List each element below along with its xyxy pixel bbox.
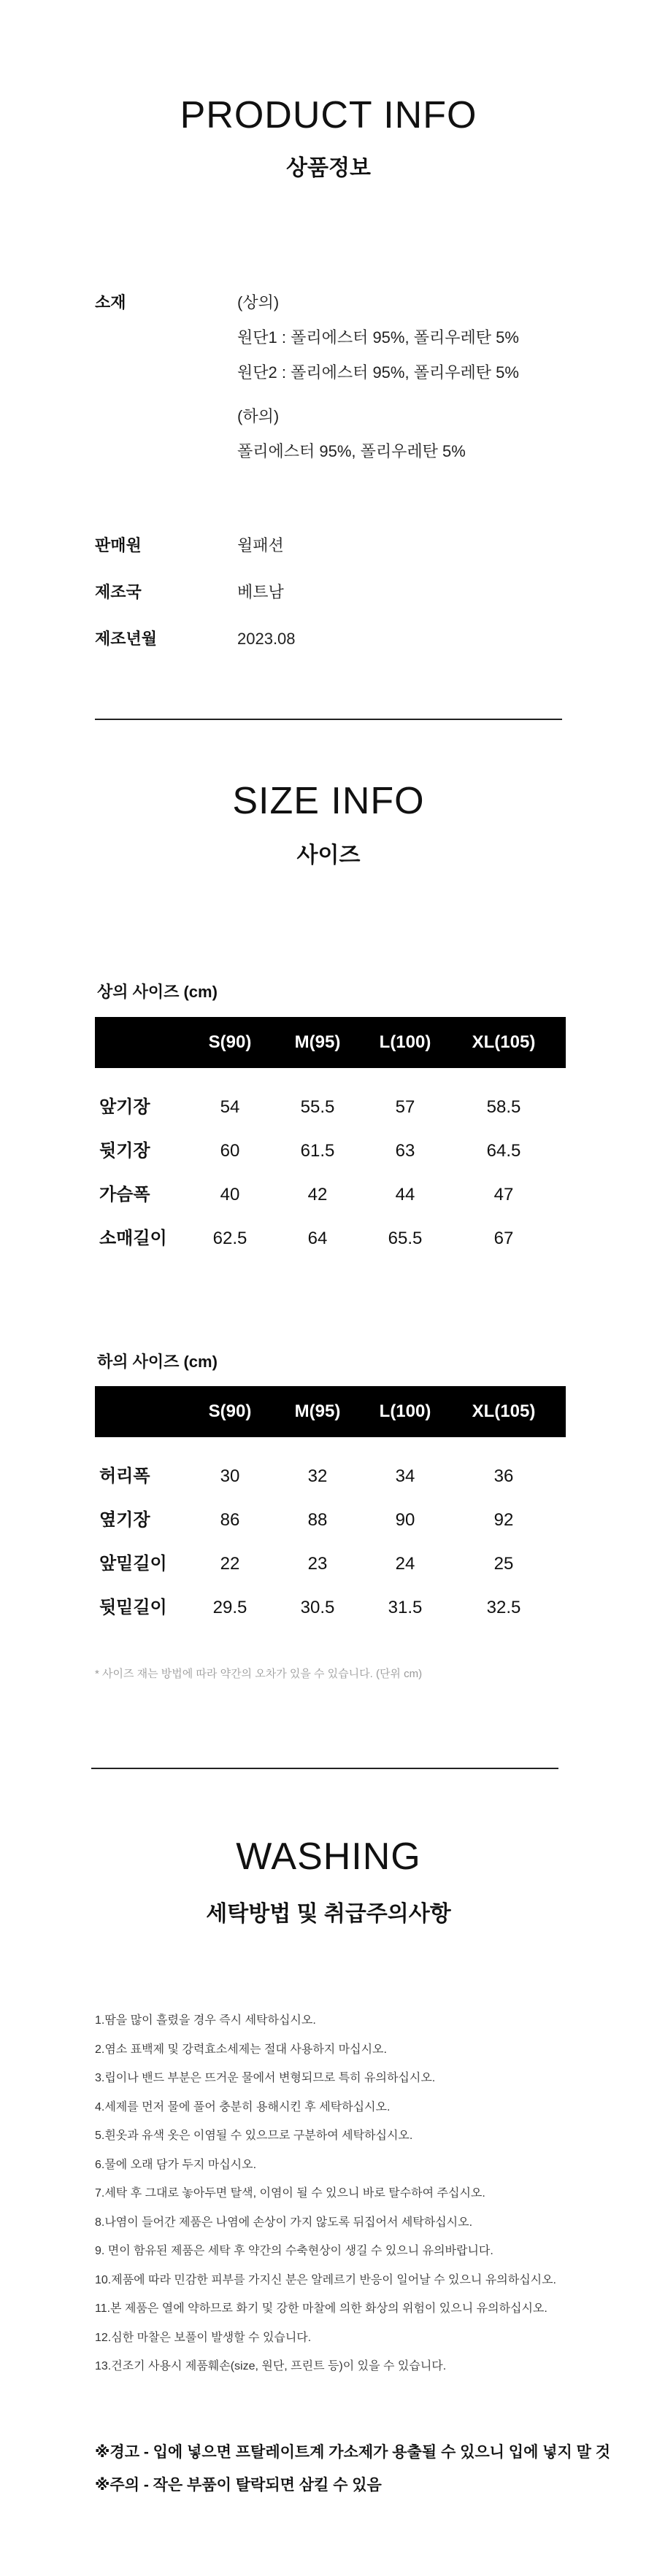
list-item: 1.땀을 많이 흘렸을 경우 즉시 세탁하십시오. xyxy=(95,2014,316,2027)
size-info-title: SIZE INFO xyxy=(232,780,425,822)
product-info-title: PRODUCT INFO xyxy=(180,94,477,136)
row-label: 허리폭 xyxy=(99,1466,150,1486)
top-size-table-header xyxy=(95,1017,566,1068)
header-cell: M(95) xyxy=(294,1401,341,1421)
table-cell: 40 xyxy=(220,1185,240,1204)
info-label: 제조년월 xyxy=(95,630,158,648)
list-item: 3.립이나 밴드 부분은 뜨거운 물에서 변형되므로 특히 유의하십시오. xyxy=(95,2072,436,2084)
table-row xyxy=(95,1173,566,1217)
washing-title: WASHING xyxy=(236,1836,421,1878)
table-cell: 30.5 xyxy=(300,1598,335,1617)
header-cell: L(100) xyxy=(379,1401,431,1421)
list-item: 5.흰옷과 유색 옷은 이염될 수 있으므로 구분하여 세탁하십시오. xyxy=(95,2130,413,2142)
info-value: (하의) xyxy=(237,407,280,425)
info-value: 2023.08 xyxy=(237,630,296,648)
table-row xyxy=(95,1217,566,1261)
table-cell: 86 xyxy=(220,1510,240,1530)
table-cell: 57 xyxy=(395,1097,415,1117)
row-label: 앞밑길이 xyxy=(99,1554,167,1574)
table-cell: 24 xyxy=(395,1554,415,1574)
info-values xyxy=(237,531,657,560)
header-cell: XL(105) xyxy=(472,1401,536,1421)
table-cell: 25 xyxy=(493,1554,514,1574)
table-cell: 60 xyxy=(220,1141,240,1161)
info-value: 원단1 : 폴리에스터 95%, 폴리우레탄 5% xyxy=(237,328,519,347)
list-item: 9. 면이 함유된 제품은 세탁 후 약간의 수축현상이 생길 수 있으니 유의바랍니다. xyxy=(95,2245,493,2257)
list-item: 7.세탁 후 그대로 놓아두면 탈색, 이염이 될 수 있으니 바로 탈수하여 주십시오. xyxy=(95,2187,485,2200)
table-row xyxy=(95,1455,566,1498)
table-cell: 44 xyxy=(395,1185,415,1204)
table-cell: 36 xyxy=(493,1466,514,1486)
row-label: 앞기장 xyxy=(99,1097,150,1117)
table-cell: 92 xyxy=(493,1510,514,1530)
caution-text: ※주의 - 작은 부품이 탈락되면 삼킬 수 있음 xyxy=(95,2477,382,2494)
table-cell: 67 xyxy=(493,1229,514,1248)
header-cell: S(90) xyxy=(208,1032,252,1052)
table-cell: 42 xyxy=(307,1185,328,1204)
row-label: 소매길이 xyxy=(99,1229,167,1248)
table-row xyxy=(95,1586,566,1630)
washing-subtitle: 세탁방법 및 취급주의사항 xyxy=(206,1902,451,1926)
list-item: 2.염소 표백제 및 강력효소세제는 절대 사용하지 마십시오. xyxy=(95,2043,387,2056)
size-note: * 사이즈 재는 방법에 따라 약간의 오차가 있을 수 있습니다. (단위 cm) xyxy=(95,1668,423,1680)
table-cell: 29.5 xyxy=(212,1598,247,1617)
table-cell: 64 xyxy=(307,1229,328,1248)
header-cell: XL(105) xyxy=(472,1032,536,1052)
table-cell: 31.5 xyxy=(388,1598,423,1617)
table-cell: 22 xyxy=(220,1554,240,1574)
table-cell: 88 xyxy=(307,1510,328,1530)
info-value: 원단2 : 폴리에스터 95%, 폴리우레탄 5% xyxy=(237,363,519,382)
table-cell: 55.5 xyxy=(300,1097,335,1117)
table-cell: 54 xyxy=(220,1097,240,1117)
row-label: 가슴폭 xyxy=(99,1185,150,1204)
table-cell: 23 xyxy=(307,1554,328,1574)
divider xyxy=(91,1768,558,1769)
list-item: 6.물에 오래 담가 두지 마십시오. xyxy=(95,2158,257,2171)
divider xyxy=(95,719,562,720)
header-cell: L(100) xyxy=(379,1032,431,1052)
info-value: (상의) xyxy=(237,293,280,312)
row-label: 뒷기장 xyxy=(99,1141,150,1161)
table-cell: 32.5 xyxy=(486,1598,521,1617)
info-label: 제조국 xyxy=(95,583,142,601)
row-label: 뒷밑길이 xyxy=(99,1598,167,1617)
table-cell: 47 xyxy=(493,1185,514,1204)
table-row xyxy=(95,1542,566,1586)
row-label: 옆기장 xyxy=(99,1510,150,1530)
table-cell: 32 xyxy=(307,1466,328,1486)
size-info-subtitle: 사이즈 xyxy=(296,843,361,867)
table-row xyxy=(95,1086,566,1129)
info-value: 베트남 xyxy=(237,583,284,601)
bottom-size-table-header xyxy=(95,1386,566,1437)
info-label: 소재 xyxy=(95,293,126,312)
table-cell: 34 xyxy=(395,1466,415,1486)
header-cell: S(90) xyxy=(208,1401,252,1421)
info-values xyxy=(237,578,657,607)
table-cell: 64.5 xyxy=(486,1141,521,1161)
info-value: 폴리에스터 95%, 폴리우레탄 5% xyxy=(237,442,466,460)
top-size-table-title: 상의 사이즈 (cm) xyxy=(97,983,218,1001)
header-cell: M(95) xyxy=(294,1032,341,1052)
info-value: 윌패션 xyxy=(237,536,284,554)
list-item: 12.심한 마찰은 보풀이 발생할 수 있습니다. xyxy=(95,2331,312,2344)
table-cell: 30 xyxy=(220,1466,240,1486)
info-label: 판매원 xyxy=(95,536,142,554)
list-item: 8.나염이 들어간 제품은 나염에 손상이 가지 않도록 뒤집어서 세탁하십시오. xyxy=(95,2216,473,2229)
table-cell: 65.5 xyxy=(388,1229,423,1248)
table-row xyxy=(95,1129,566,1173)
table-cell: 61.5 xyxy=(300,1141,335,1161)
bottom-size-table-title: 하의 사이즈 (cm) xyxy=(97,1353,218,1371)
table-cell: 58.5 xyxy=(486,1097,521,1117)
table-cell: 62.5 xyxy=(212,1229,247,1248)
info-values xyxy=(237,624,657,654)
product-info-subtitle: 상품정보 xyxy=(286,156,371,180)
list-item: 10.제품에 따라 민감한 피부를 가지신 분은 알레르기 반응이 일어날 수 있으니 유의하십시오. xyxy=(95,2273,557,2286)
info-values xyxy=(237,288,657,466)
table-cell: 63 xyxy=(395,1141,415,1161)
table-row xyxy=(95,1498,566,1542)
list-item: 11.본 제품은 열에 약하므로 화기 및 강한 마찰에 의한 화상의 위험이 있으니 유의하십시오. xyxy=(95,2302,548,2315)
warning-text: ※경고 - 입에 넣으면 프탈레이트계 가소제가 용출될 수 있으니 입에 넣지 말 것 xyxy=(95,2444,610,2461)
list-item: 13.건조기 사용시 제품훼손(size, 원단, 프린트 등)이 있을 수 있습니다. xyxy=(95,2360,447,2372)
list-item: 4.세제를 먼저 물에 풀어 충분히 용해시킨 후 세탁하십시오. xyxy=(95,2100,391,2113)
table-cell: 90 xyxy=(395,1510,415,1530)
washing-instructions xyxy=(95,2006,606,2381)
